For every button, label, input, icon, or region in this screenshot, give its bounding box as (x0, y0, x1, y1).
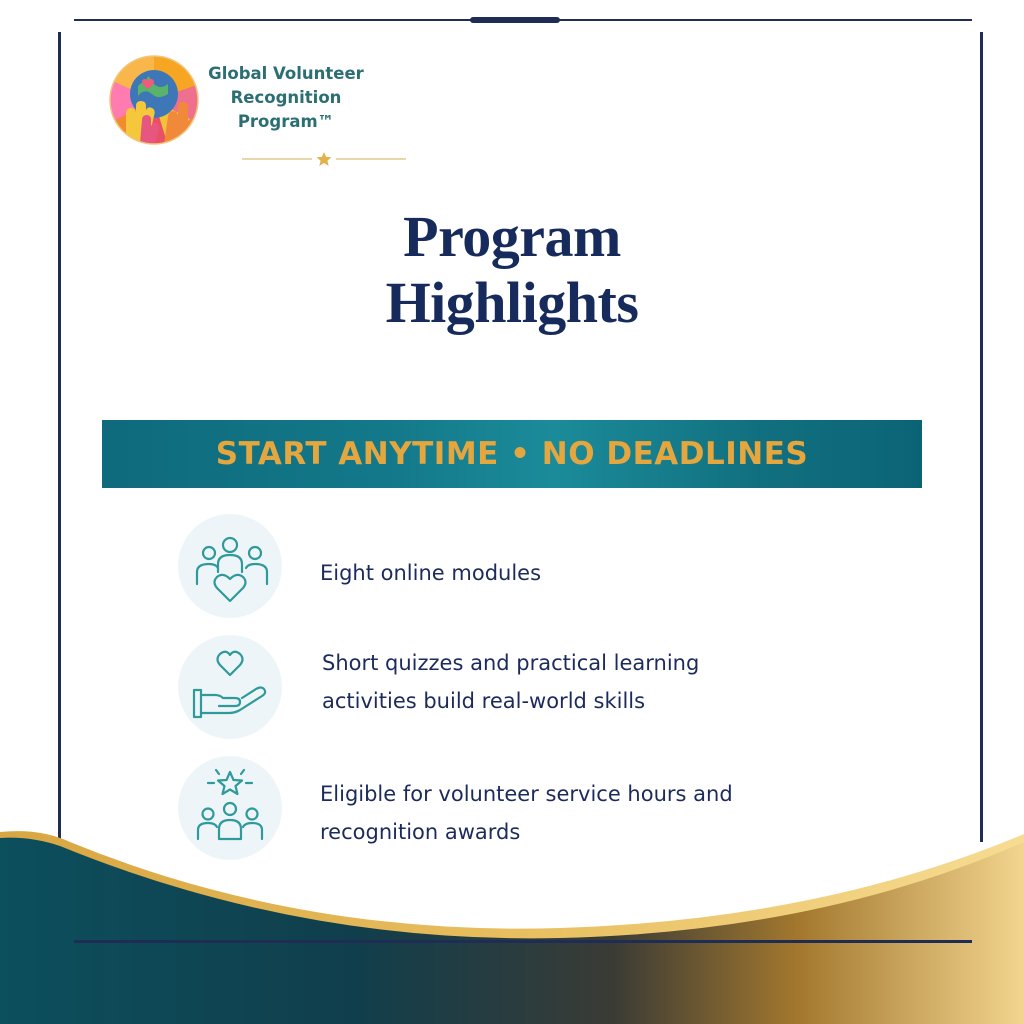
highlight-2-text (322, 644, 882, 720)
frame-right-line (980, 32, 983, 842)
logo-line-2: Recognition (230, 88, 342, 107)
people-heart-icon (178, 514, 282, 618)
logo-wordmark (196, 62, 376, 134)
highlight-1-text: Eight online modules (320, 561, 542, 585)
bottom-wave-decoration (0, 820, 1024, 1024)
title-line-1: Program (403, 204, 621, 269)
star-divider (240, 150, 410, 168)
highlight-3-line-2: recognition awards (320, 820, 521, 844)
title-line-2: Highlights (385, 270, 639, 335)
frame-left-line (58, 32, 61, 842)
start-anytime-banner (102, 420, 922, 488)
logo-line-3: Program™ (237, 112, 335, 131)
page-title (212, 204, 812, 336)
star-icon (317, 152, 332, 166)
banner-text: START ANYTIME • NO DEADLINES (215, 436, 809, 472)
highlight-3-line-1: Eligible for volunteer service hours and (320, 782, 733, 806)
hand-heart-icon (178, 635, 282, 739)
frame-bottom-line (74, 940, 972, 943)
logo-line-1: Global Volunteer (208, 64, 364, 83)
frame-top-accent (470, 17, 560, 23)
globe-hands-logo-icon (108, 54, 200, 146)
highlight-2-line-2: activities build real-world skills (322, 689, 646, 713)
highlight-2-line-1: Short quizzes and practical learning (322, 651, 700, 675)
